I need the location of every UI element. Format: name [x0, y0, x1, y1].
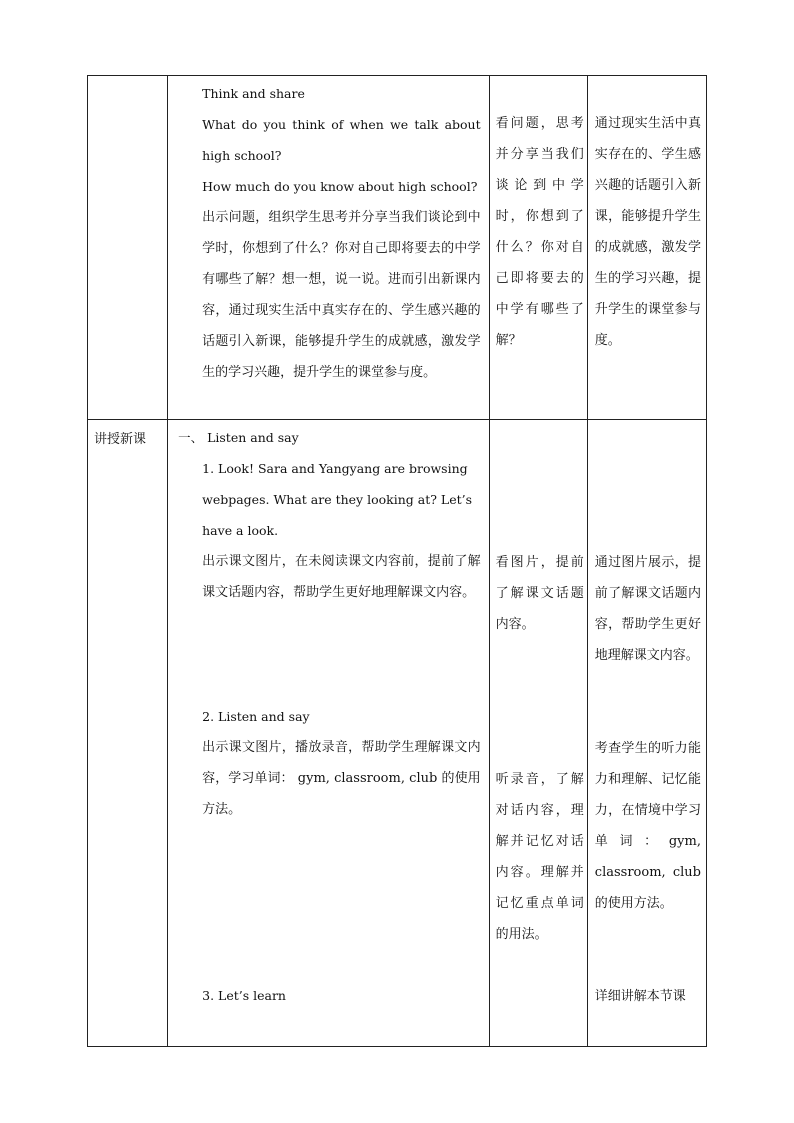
item-2-student-text: 听录音，了解对话内容，理解并记忆对话内容。理解并记忆重点单词的用法。 — [495, 772, 584, 942]
item-2-title: 2. Listen and say — [202, 709, 310, 724]
teacher-description: 出示问题，组织学生思考并分享当我们谈论到中学时，你想到了什么？你对自己即将要去的中学有哪些了解？想一想，说一说。进而引出新课内容，通过现实生活中真实存在的、学生感兴趣的话题引入新课，能够提升学生的成就感，激发学生的学习兴趣，提升学生的课堂参与度。 — [202, 210, 481, 380]
design-intent-cell — [587, 420, 706, 1047]
design-intent-cell — [587, 76, 706, 420]
section-heading: 一、 Listen and say — [178, 430, 299, 445]
question-1: What do you think of when we talk about high school? — [202, 117, 481, 163]
item-2-intent-text: 考查学生的听力能力和理解、记忆能力，在情境中学习单词：gym, classroom, club 的使用方法。 — [594, 741, 701, 911]
item-1-student-text: 看图片，提前了解课文话题内容。 — [495, 555, 584, 632]
item-1-title: 1. Look! Sara and Yangyang are browsing webpages. What are they looking at? Let’s have a look. — [202, 461, 472, 538]
student-activity-cell — [489, 420, 587, 1047]
stage-cell — [88, 76, 168, 420]
item-1-intent-text: 通过图片展示，提前了解课文话题内容，帮助学生更好地理解课文内容。 — [594, 555, 701, 663]
stage-label: 讲授新课 — [94, 432, 147, 447]
design-intent-text: 通过现实生活中真实存在的、学生感兴趣的话题引入新课，能够提升学生的成就感，激发学生的学习兴趣，提升学生的课堂参与度。 — [594, 116, 701, 348]
think-and-share-title: Think and share — [202, 86, 305, 101]
student-activity-cell — [489, 76, 587, 420]
stage-cell — [88, 420, 168, 1047]
lesson-plan-table — [87, 75, 707, 1047]
teacher-activity-cell — [168, 420, 490, 1047]
item-3-intent-text: 详细讲解本节课 — [594, 989, 686, 1004]
teacher-activity-cell — [168, 76, 490, 420]
item-1-description: 出示课文图片，在未阅读课文内容前，提前了解课文话题内容，帮助学生更好地理解课文内容。 — [202, 554, 481, 600]
student-activity-text: 看问题，思考并分享当我们谈论到中学时，你想到了什么？你对自己即将要去的中学有哪些了解？ — [495, 116, 584, 348]
question-2: How much do you know about high school? — [202, 179, 478, 194]
item-3-title: 3. Let’s learn — [202, 988, 286, 1003]
item-2-description: 出示课文图片，播放录音，帮助学生理解课文内容，学习单词： gym, classroom, club 的使用方法。 — [202, 740, 481, 817]
table-row — [88, 420, 707, 1047]
table-row — [88, 76, 707, 420]
stage-label — [88, 76, 167, 80]
